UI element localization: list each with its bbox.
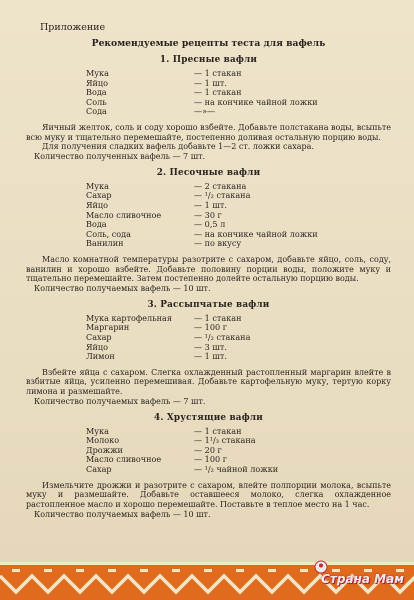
ingredient-amount: — 1 стакан <box>194 425 242 436</box>
ingredient-name: Мука <box>86 425 109 436</box>
section-title: 2. Песочные вафли <box>156 167 261 178</box>
instructions-paragraph: Масло комнатной температуры разотрите с сахаром, добавьте яйцо, соль, соду, ванилин и хорошо взбейте. Добавьте половину порции воды, положите муку и тщательно перемешайте. Затем постепенно долейте остальную порцию воды. <box>26 254 391 284</box>
ingredient-name: Яйцо <box>86 77 109 88</box>
ingredient-amount: — по вкусу <box>194 238 242 249</box>
ingredient-amount: — на кончике чайной ложки <box>194 228 318 239</box>
ingredient-amount: — ¹/₂ чайной ложки <box>194 463 279 474</box>
ingredient-list <box>86 314 391 362</box>
ingredient-row <box>86 98 391 108</box>
yield-line: Количество получаемых вафель — 10 шт. <box>34 284 211 294</box>
ingredient-row <box>86 191 391 201</box>
ingredient-amount: — 1 шт. <box>194 199 227 210</box>
ingredient-name: Мука картофельная <box>86 312 172 323</box>
watermark: Страна Мам <box>321 572 404 586</box>
ingredient-name: Мука <box>86 180 109 191</box>
ingredient-list <box>86 427 391 475</box>
ingredient-name: Дрожжи <box>86 444 123 455</box>
ingredient-amount: — 30 г <box>194 209 222 220</box>
instructions-paragraph: Яичный желток, соль и соду хорошо взбейте. Добавьте полстакана воды, всыпьте всю муку и тщательно перемешайте, постепенно доливая остальную порцию воды. <box>26 122 391 142</box>
ingredient-amount: — 1 стакан <box>194 68 242 78</box>
ingredient-name: Сахар <box>86 190 112 201</box>
ingredient-amount: — 1¹/₃ стакана <box>194 435 256 446</box>
yield-line: Количество получаемых вафель — 10 шт. <box>34 509 211 519</box>
ingredient-name: Сода <box>86 106 107 117</box>
instructions-paragraph: Взбейте яйца с сахаром. Слегка охлажденный растопленный маргарин влейте в взбитые яйца, усиленно перемешивая. Добавьте картофельную муку, тертую корку лимона и размешайте. <box>26 367 391 397</box>
ingredient-name: Яйцо <box>86 199 109 210</box>
ingredient-name: Ванилин <box>86 238 124 249</box>
ingredient-amount: — 1 стакан <box>194 87 242 98</box>
yield-line: Количество получаемых вафель — 7 шт. <box>34 396 206 406</box>
ingredient-amount: — 100 г <box>194 322 227 333</box>
ingredient-amount: — 100 г <box>194 454 227 465</box>
ingredient-row <box>86 107 391 117</box>
section-title: 3. Рассыпчатые вафли <box>147 299 270 310</box>
ingredient-name: Вода <box>86 219 107 230</box>
ingredient-amount: — 1 шт. <box>194 77 227 88</box>
ingredient-name: Сахар <box>86 463 112 474</box>
ingredient-name: Соль <box>86 96 107 107</box>
ingredient-name: Соль, сода <box>86 228 131 239</box>
ingredient-amount: —»— <box>194 106 216 117</box>
ingredient-row <box>86 343 391 353</box>
ingredient-row <box>86 465 391 475</box>
ingredient-row <box>86 352 391 362</box>
ingredient-name: Мука <box>86 68 109 78</box>
ingredient-row <box>86 436 391 446</box>
ingredient-amount: — ¹/₂ стакана <box>194 331 251 342</box>
ingredient-amount: — 2 стакана <box>194 180 247 191</box>
ingredient-name: Сахар <box>86 331 112 342</box>
ingredient-name: Масло сливочное <box>86 209 162 220</box>
ingredient-amount: — 1 стакан <box>194 312 242 323</box>
ingredient-amount: — 3 шт. <box>194 341 227 352</box>
ingredient-row <box>86 211 391 221</box>
ingredient-list <box>86 69 391 117</box>
ingredient-row <box>86 314 391 324</box>
ingredient-name: Маргарин <box>86 322 130 333</box>
ingredient-name: Лимон <box>86 351 115 362</box>
ingredient-amount: — ¹/₂ стакана <box>194 190 251 201</box>
ingredient-list <box>86 182 391 249</box>
ingredient-row <box>86 333 391 343</box>
ingredient-name: Молоко <box>86 435 120 446</box>
ingredient-name: Масло сливочное <box>86 454 162 465</box>
page-content <box>26 22 391 519</box>
section-title: 1. Пресные вафли <box>159 55 258 65</box>
ingredient-row <box>86 239 391 249</box>
section-title: 4. Хрустящие вафли <box>154 412 263 423</box>
ingredient-amount: — на кончике чайной ложки <box>194 96 318 107</box>
ingredient-name: Вода <box>86 87 107 98</box>
instructions-paragraph: Для получения сладких вафель добавьте 1—2 ст. ложки сахара. <box>42 142 314 152</box>
appendix-heading: Приложение <box>40 22 106 33</box>
yield-line: Количество полученных вафель — 7 шт. <box>34 152 206 162</box>
ingredient-row <box>86 69 391 79</box>
page-title: Рекомендуемые рецепты теста для вафель <box>91 38 326 49</box>
ingredient-amount: — 0,5 л <box>194 219 226 230</box>
ingredient-amount: — 1 шт. <box>194 351 227 362</box>
ingredient-name: Яйцо <box>86 341 109 352</box>
ingredient-amount: — 20 г <box>194 444 222 455</box>
instructions-paragraph: Измельчите дрожжи и разотрите с сахаром, влейте полпорции молока, всыпьте муку и размешайте. Добавьте оставшееся молоко, слегка охлажденное растопленное масло и хорошо перемешайте. Поставьте в теплое место на 1 час. <box>26 480 391 509</box>
